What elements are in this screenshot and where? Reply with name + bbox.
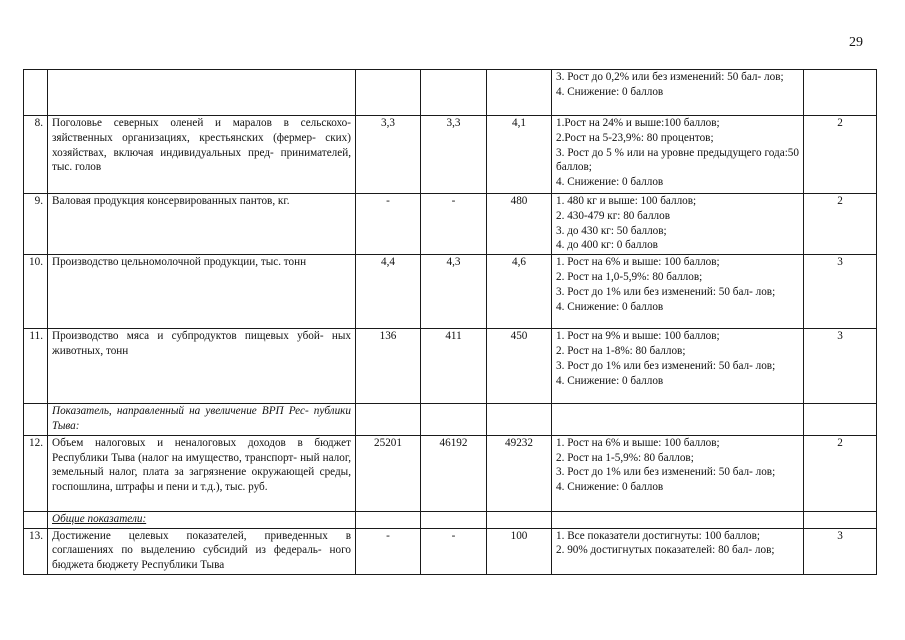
- criteria-cell: [552, 194, 804, 255]
- page-number: 29: [849, 35, 863, 50]
- criteria-cell: [552, 435, 804, 511]
- criteria-line: 3. Рост до 1% или без изменений: 50 бал- лов;: [556, 466, 776, 479]
- indicator-name-cell: Поголовье северных оленей и маралов в сельскохо- зяйственных организациях, крестьянских (фермер- ских) хозяйствах, включая индивидуальных пред- принимателей, тыс. голов: [48, 116, 356, 194]
- criteria-line: 1. Рост на 6% и выше: 100 баллов;: [556, 436, 720, 449]
- weight-cell: [804, 70, 877, 116]
- section-label: Показатель, направленный на увеличение ВРП Рес- публики Тыва:: [52, 405, 351, 432]
- criteria-line: 4. Снижение: 0 баллов: [556, 176, 664, 189]
- current-value-cell: 411: [421, 329, 487, 404]
- base-value-cell: [356, 70, 421, 116]
- criteria-line: 4. Снижение: 0 баллов: [556, 300, 664, 313]
- table-row: [24, 194, 877, 255]
- section-label: Общие показатели:: [52, 512, 147, 525]
- criteria-cell: [552, 116, 804, 194]
- table-row: [24, 255, 877, 329]
- indicator-name-cell: Производство цельномолочной продукции, тыс. тонн: [48, 255, 356, 329]
- criteria-line: 1. Все показатели достигнуты: 100 баллов;: [556, 529, 761, 542]
- criteria-line: 1. 480 кг и выше: 100 баллов;: [556, 195, 697, 207]
- section-label-cell: [48, 404, 356, 436]
- base-value-cell: 3,3: [356, 116, 421, 194]
- weight-cell: 2: [804, 435, 877, 511]
- current-value-cell: 46192: [421, 435, 487, 511]
- row-number-cell: [24, 511, 48, 528]
- section-header-row: [24, 404, 877, 436]
- target-value-cell: 4,6: [487, 255, 552, 329]
- weight-cell: 3: [804, 329, 877, 404]
- criteria-line: 3. Рост до 5 % или на уровне предыдущего года:50 баллов;: [556, 146, 799, 174]
- table-row: [24, 435, 877, 511]
- target-value-cell: 49232: [487, 435, 552, 511]
- criteria-line: 3. Рост до 1% или без изменений: 50 бал- лов;: [556, 285, 776, 298]
- row-number-cell: 11.: [24, 329, 48, 404]
- table-row: [24, 116, 877, 194]
- indicator-name-cell: [48, 70, 356, 116]
- weight-cell: 2: [804, 116, 877, 194]
- current-value-cell: [421, 511, 487, 528]
- target-value-cell: 4,1: [487, 116, 552, 194]
- target-value-cell: 450: [487, 329, 552, 404]
- row-number-cell: 9.: [24, 194, 48, 255]
- criteria-cell: [552, 255, 804, 329]
- criteria-line: 3. до 430 кг: 50 баллов;: [556, 224, 667, 237]
- current-value-cell: -: [421, 528, 487, 574]
- criteria-line: 4. до 400 кг: 0 баллов: [556, 239, 658, 252]
- section-header-row: [24, 511, 877, 528]
- target-value-cell: [487, 511, 552, 528]
- target-value-cell: 480: [487, 194, 552, 255]
- indicator-name-cell: Валовая продукция консервированных пантов, кг.: [48, 194, 356, 255]
- criteria-line: 4. Снижение: 0 баллов: [556, 85, 664, 98]
- current-value-cell: [421, 404, 487, 436]
- row-number-cell: [24, 70, 48, 116]
- base-value-cell: [356, 511, 421, 528]
- row-number-cell: 10.: [24, 255, 48, 329]
- indicator-name-cell: Объем налоговых и неналоговых доходов в бюджет Республики Тыва (налог на имущество, транспорт- ный налог, земельный налог, плата за загрязнение окружающей среды, госпошлина, штрафы и пени и т.д.), тыс. руб.: [48, 435, 356, 511]
- table-row: [24, 70, 877, 116]
- criteria-cell: [552, 404, 804, 436]
- criteria-cell: [552, 528, 804, 574]
- indicators-table: [23, 69, 877, 575]
- weight-cell: 2: [804, 194, 877, 255]
- row-number-cell: 12.: [24, 435, 48, 511]
- weight-cell: 3: [804, 255, 877, 329]
- criteria-line: 2. 430-479 кг: 80 баллов: [556, 209, 670, 222]
- base-value-cell: 136: [356, 329, 421, 404]
- criteria-line: 1.Рост на 24% и выше:100 баллов;: [556, 117, 720, 129]
- base-value-cell: 4,4: [356, 255, 421, 329]
- weight-cell: [804, 404, 877, 436]
- indicator-name-cell: Производство мяса и субпродуктов пищевых убой- ных животных, тонн: [48, 329, 356, 404]
- row-number-cell: 8.: [24, 116, 48, 194]
- current-value-cell: [421, 70, 487, 116]
- criteria-cell: [552, 70, 804, 116]
- indicator-name-cell: Достижение целевых показателей, приведенных в соглашениях по выделению субсидий из федераль- ного бюджета бюджету Республики Тыва: [48, 528, 356, 574]
- section-label-cell: [48, 511, 356, 528]
- criteria-line: 4. Снижение: 0 баллов: [556, 481, 664, 494]
- criteria-line: 4. Снижение: 0 баллов: [556, 374, 664, 387]
- base-value-cell: -: [356, 528, 421, 574]
- criteria-line: 1. Рост на 6% и выше: 100 баллов;: [556, 256, 720, 269]
- current-value-cell: -: [421, 194, 487, 255]
- current-value-cell: 4,3: [421, 255, 487, 329]
- target-value-cell: [487, 404, 552, 436]
- current-value-cell: 3,3: [421, 116, 487, 194]
- table-row: [24, 528, 877, 574]
- criteria-line: 3. Рост до 0,2% или без изменений: 50 бал- лов;: [556, 71, 784, 83]
- table-row: [24, 329, 877, 404]
- criteria-cell: [552, 511, 804, 528]
- criteria-line: 2. Рост на 1-5,9%: 80 баллов;: [556, 451, 694, 464]
- row-number-cell: 13.: [24, 528, 48, 574]
- base-value-cell: 25201: [356, 435, 421, 511]
- criteria-line: 2.Рост на 5-23,9%: 80 процентов;: [556, 131, 714, 144]
- weight-cell: 3: [804, 528, 877, 574]
- criteria-cell: [552, 329, 804, 404]
- target-value-cell: [487, 70, 552, 116]
- base-value-cell: -: [356, 194, 421, 255]
- criteria-line: 2. 90% достигнутых показателей: 80 бал- лов;: [556, 544, 775, 557]
- criteria-line: 2. Рост на 1-8%: 80 баллов;: [556, 344, 686, 357]
- criteria-line: 3. Рост до 1% или без изменений: 50 бал- лов;: [556, 359, 776, 372]
- criteria-line: 1. Рост на 9% и выше: 100 баллов;: [556, 330, 720, 343]
- base-value-cell: [356, 404, 421, 436]
- target-value-cell: 100: [487, 528, 552, 574]
- row-number-cell: [24, 404, 48, 436]
- weight-cell: [804, 511, 877, 528]
- criteria-line: 2. Рост на 1,0-5,9%: 80 баллов;: [556, 270, 703, 283]
